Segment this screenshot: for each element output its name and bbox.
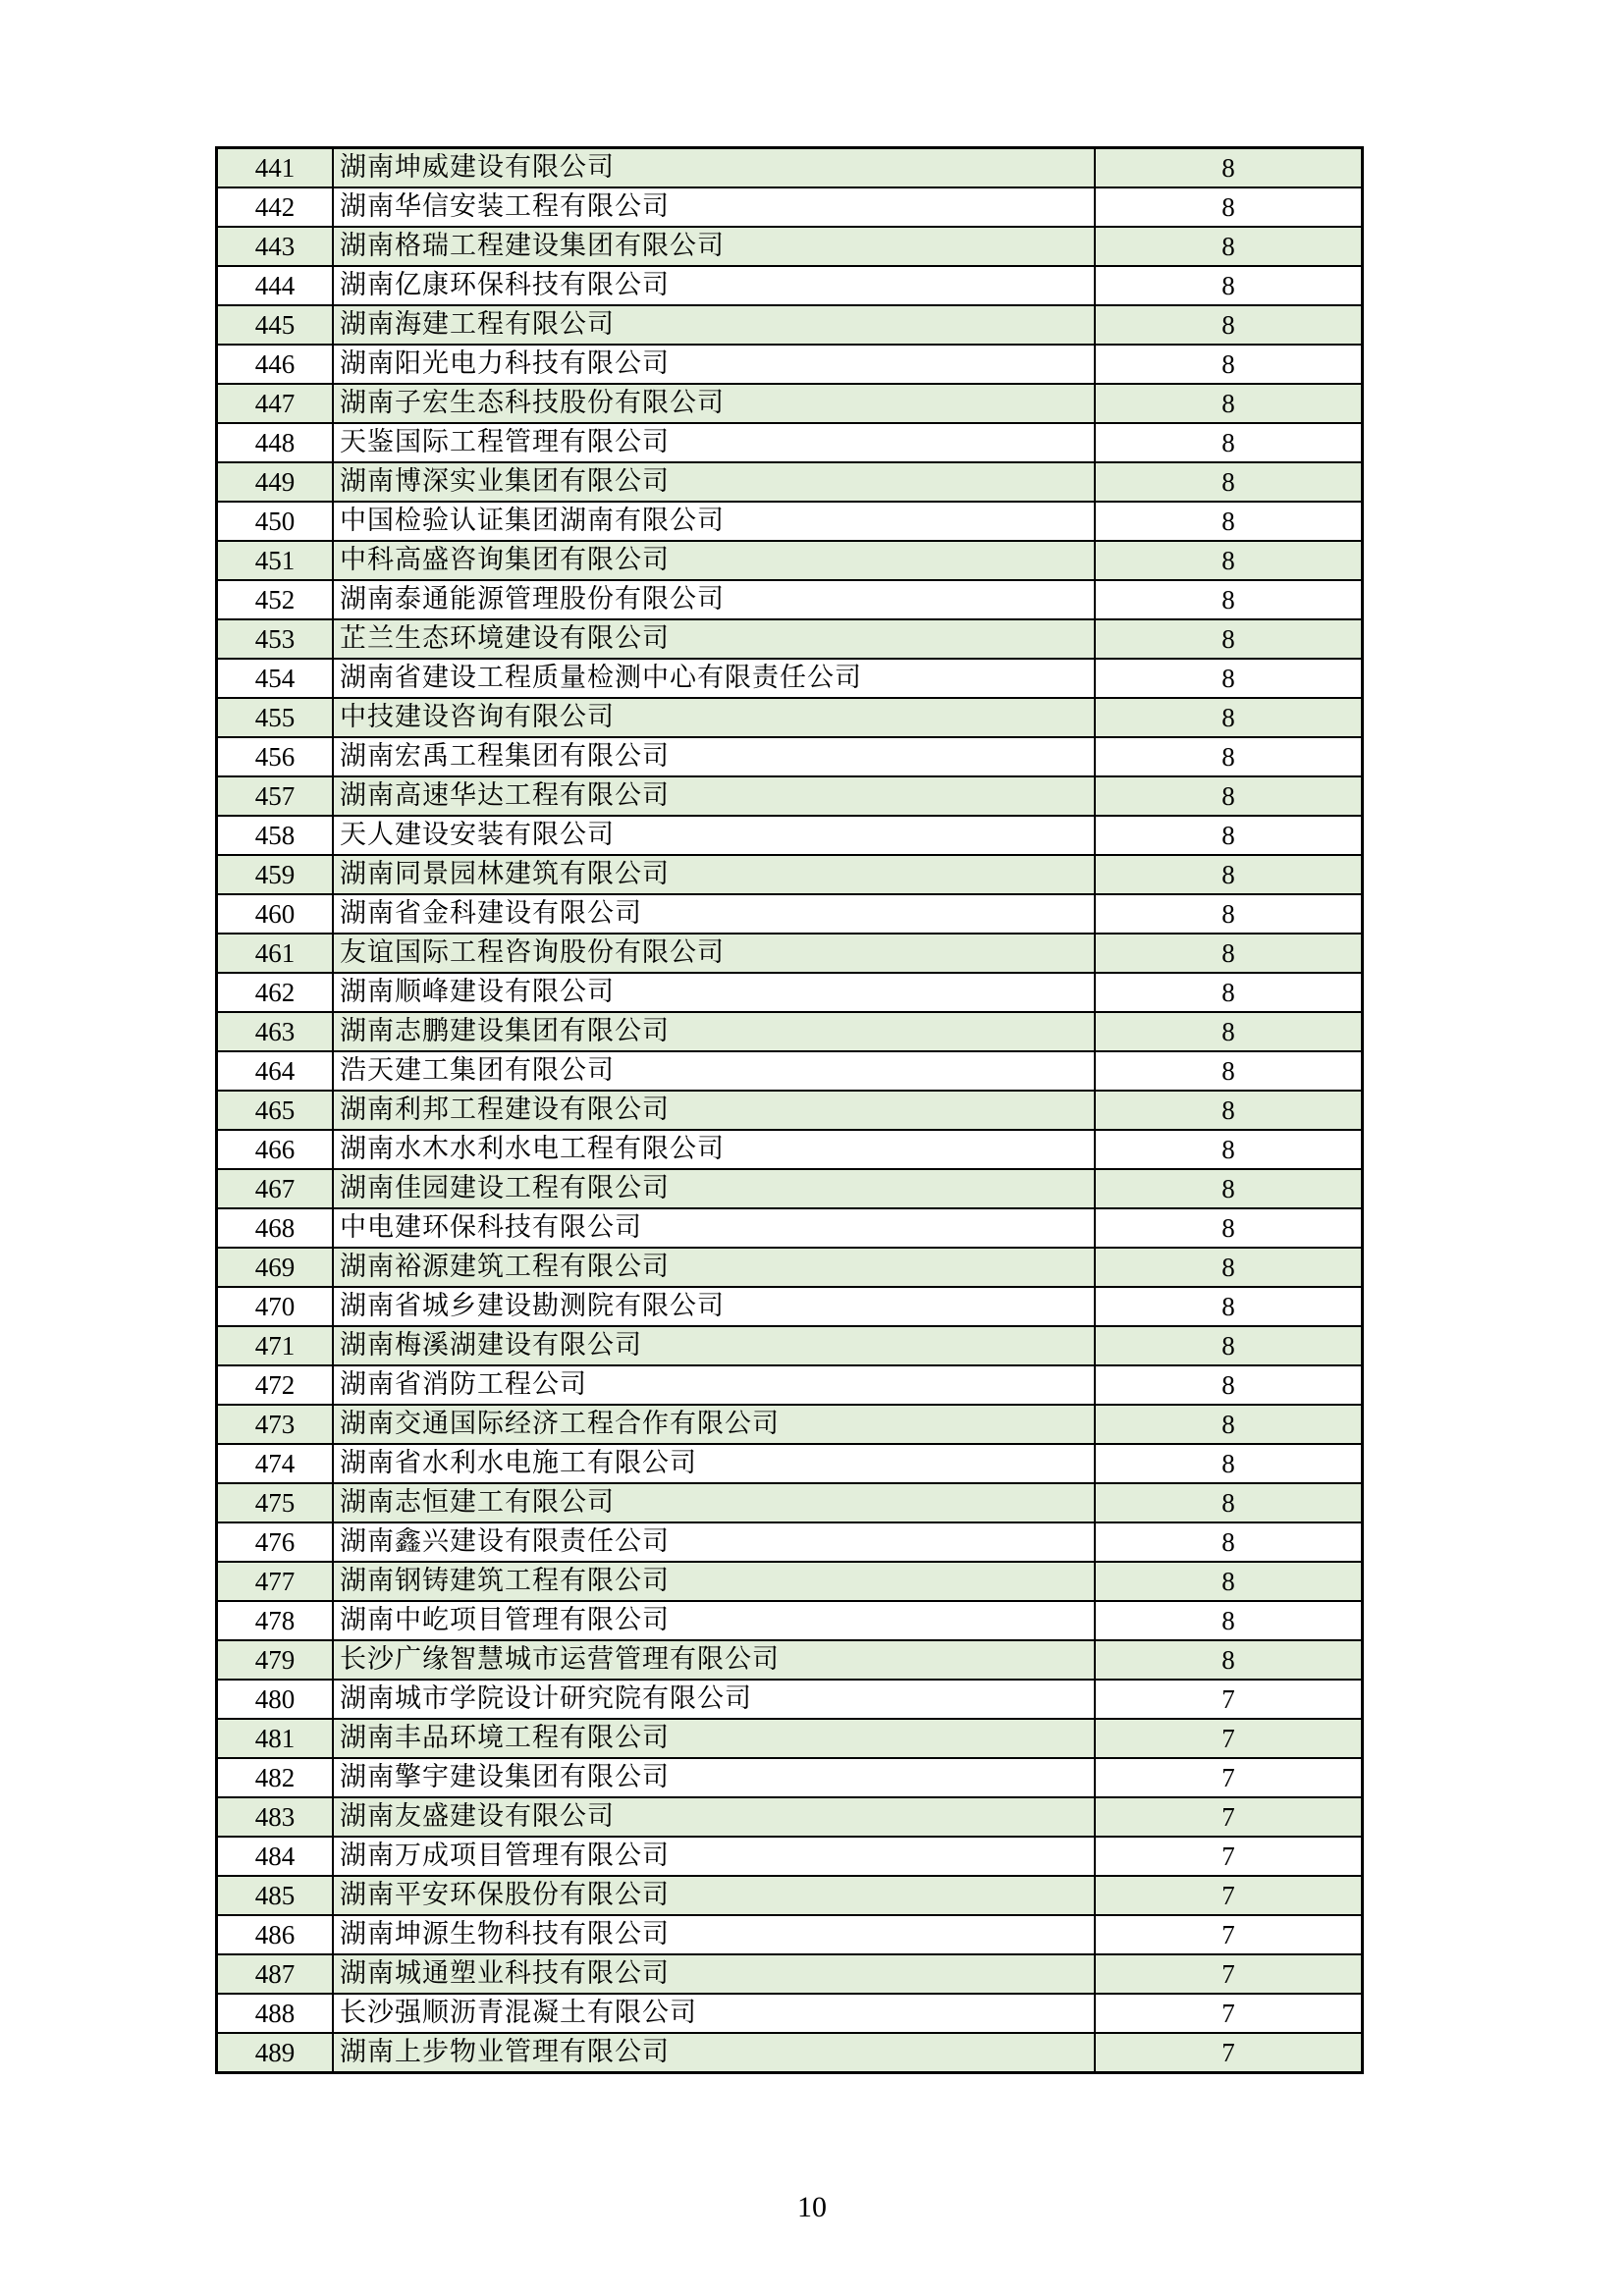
company-name-cell: 湖南水木水利水电工程有限公司 [333, 1130, 1095, 1169]
table-row [217, 1640, 1363, 1680]
score-cell: 8 [1095, 1287, 1363, 1326]
row-index-cell: 444 [217, 266, 334, 305]
table-row [217, 1091, 1363, 1130]
score-cell: 8 [1095, 1326, 1363, 1365]
company-name-cell: 中国检验认证集团湖南有限公司 [333, 502, 1095, 541]
company-name-cell: 天鉴国际工程管理有限公司 [333, 423, 1095, 462]
table-row [217, 2033, 1363, 2073]
score-cell: 8 [1095, 1012, 1363, 1051]
table-row [217, 1837, 1363, 1876]
company-name-cell: 湖南佳园建设工程有限公司 [333, 1169, 1095, 1208]
score-cell: 8 [1095, 1365, 1363, 1405]
table-row [217, 1522, 1363, 1562]
row-index-cell: 485 [217, 1876, 334, 1915]
row-index-cell: 470 [217, 1287, 334, 1326]
table-row [217, 1680, 1363, 1719]
row-index-cell: 449 [217, 462, 334, 502]
table-row [217, 1248, 1363, 1287]
score-cell: 8 [1095, 541, 1363, 580]
score-cell: 8 [1095, 1169, 1363, 1208]
score-cell: 8 [1095, 1522, 1363, 1562]
row-index-cell: 481 [217, 1719, 334, 1758]
row-index-cell: 473 [217, 1405, 334, 1444]
row-index-cell: 472 [217, 1365, 334, 1405]
company-name-cell: 湖南裕源建筑工程有限公司 [333, 1248, 1095, 1287]
company-name-cell: 湖南城通塑业科技有限公司 [333, 1954, 1095, 1994]
table-row [217, 1365, 1363, 1405]
score-cell: 8 [1095, 423, 1363, 462]
row-index-cell: 443 [217, 227, 334, 266]
company-name-cell: 湖南省水利水电施工有限公司 [333, 1444, 1095, 1483]
table-row [217, 1915, 1363, 1954]
score-cell: 8 [1095, 462, 1363, 502]
table-row [217, 1483, 1363, 1522]
company-name-cell: 湖南鑫兴建设有限责任公司 [333, 1522, 1095, 1562]
company-name-cell: 中技建设咨询有限公司 [333, 698, 1095, 737]
company-name-cell: 湖南志鹏建设集团有限公司 [333, 1012, 1095, 1051]
row-index-cell: 461 [217, 934, 334, 973]
company-name-cell: 湖南泰通能源管理股份有限公司 [333, 580, 1095, 619]
company-name-cell: 湖南交通国际经济工程合作有限公司 [333, 1405, 1095, 1444]
row-index-cell: 467 [217, 1169, 334, 1208]
company-name-cell: 中科高盛咨询集团有限公司 [333, 541, 1095, 580]
table-row [217, 1719, 1363, 1758]
company-name-cell: 长沙强顺沥青混凝土有限公司 [333, 1994, 1095, 2033]
table-row [217, 305, 1363, 345]
company-name-cell: 湖南省消防工程公司 [333, 1365, 1095, 1405]
table-row [217, 894, 1363, 934]
table-row [217, 227, 1363, 266]
score-cell: 8 [1095, 1051, 1363, 1091]
company-name-cell: 湖南博深实业集团有限公司 [333, 462, 1095, 502]
table-row [217, 462, 1363, 502]
table-row [217, 580, 1363, 619]
score-cell: 8 [1095, 894, 1363, 934]
row-index-cell: 486 [217, 1915, 334, 1954]
row-index-cell: 476 [217, 1522, 334, 1562]
score-cell: 8 [1095, 1601, 1363, 1640]
company-name-cell: 天人建设安装有限公司 [333, 816, 1095, 855]
score-cell: 8 [1095, 148, 1363, 188]
table-row [217, 187, 1363, 227]
company-name-cell: 湖南省金科建设有限公司 [333, 894, 1095, 934]
table-row [217, 502, 1363, 541]
row-index-cell: 488 [217, 1994, 334, 2033]
score-cell: 8 [1095, 973, 1363, 1012]
row-index-cell: 462 [217, 973, 334, 1012]
company-name-cell: 湖南擎宇建设集团有限公司 [333, 1758, 1095, 1797]
score-cell: 7 [1095, 1994, 1363, 2033]
table-row [217, 1012, 1363, 1051]
table-row [217, 1994, 1363, 2033]
row-index-cell: 464 [217, 1051, 334, 1091]
score-cell: 8 [1095, 659, 1363, 698]
company-name-cell: 湖南阳光电力科技有限公司 [333, 345, 1095, 384]
score-cell: 8 [1095, 384, 1363, 423]
row-index-cell: 471 [217, 1326, 334, 1365]
company-name-cell: 湖南顺峰建设有限公司 [333, 973, 1095, 1012]
page-number: 10 [797, 2191, 827, 2223]
table-row [217, 1562, 1363, 1601]
company-name-cell: 湖南梅溪湖建设有限公司 [333, 1326, 1095, 1365]
company-name-cell: 湖南上步物业管理有限公司 [333, 2033, 1095, 2073]
row-index-cell: 442 [217, 187, 334, 227]
score-cell: 8 [1095, 816, 1363, 855]
company-name-cell: 湖南宏禹工程集团有限公司 [333, 737, 1095, 776]
score-cell: 8 [1095, 855, 1363, 894]
row-index-cell: 454 [217, 659, 334, 698]
score-cell: 8 [1095, 619, 1363, 659]
company-name-cell: 友谊国际工程咨询股份有限公司 [333, 934, 1095, 973]
row-index-cell: 468 [217, 1208, 334, 1248]
company-name-cell: 湖南钢铸建筑工程有限公司 [333, 1562, 1095, 1601]
table-row [217, 934, 1363, 973]
row-index-cell: 480 [217, 1680, 334, 1719]
table-row [217, 1797, 1363, 1837]
score-cell: 8 [1095, 1248, 1363, 1287]
table-row [217, 1954, 1363, 1994]
table-row [217, 266, 1363, 305]
score-cell: 8 [1095, 1562, 1363, 1601]
row-index-cell: 447 [217, 384, 334, 423]
table-row [217, 737, 1363, 776]
row-index-cell: 458 [217, 816, 334, 855]
company-name-cell: 湖南省建设工程质量检测中心有限责任公司 [333, 659, 1095, 698]
company-name-cell: 湖南子宏生态科技股份有限公司 [333, 384, 1095, 423]
table-row [217, 698, 1363, 737]
score-cell: 7 [1095, 1837, 1363, 1876]
row-index-cell: 451 [217, 541, 334, 580]
company-name-cell: 湖南中屹项目管理有限公司 [333, 1601, 1095, 1640]
table-row [217, 384, 1363, 423]
table-row [217, 1758, 1363, 1797]
score-cell: 8 [1095, 1091, 1363, 1130]
table-row [217, 148, 1363, 188]
company-name-cell: 中电建环保科技有限公司 [333, 1208, 1095, 1248]
row-index-cell: 479 [217, 1640, 334, 1680]
table-row [217, 1326, 1363, 1365]
score-cell: 8 [1095, 227, 1363, 266]
ranking-table [215, 146, 1364, 2074]
company-name-cell: 湖南亿康环保科技有限公司 [333, 266, 1095, 305]
row-index-cell: 463 [217, 1012, 334, 1051]
score-cell: 8 [1095, 345, 1363, 384]
table-row [217, 973, 1363, 1012]
row-index-cell: 484 [217, 1837, 334, 1876]
score-cell: 8 [1095, 698, 1363, 737]
company-name-cell: 湖南坤威建设有限公司 [333, 148, 1095, 188]
row-index-cell: 450 [217, 502, 334, 541]
score-cell: 7 [1095, 1758, 1363, 1797]
row-index-cell: 466 [217, 1130, 334, 1169]
company-name-cell: 长沙广缘智慧城市运营管理有限公司 [333, 1640, 1095, 1680]
row-index-cell: 465 [217, 1091, 334, 1130]
row-index-cell: 446 [217, 345, 334, 384]
company-name-cell: 湖南利邦工程建设有限公司 [333, 1091, 1095, 1130]
score-cell: 8 [1095, 1130, 1363, 1169]
score-cell: 8 [1095, 305, 1363, 345]
score-cell: 8 [1095, 1483, 1363, 1522]
row-index-cell: 459 [217, 855, 334, 894]
table-row [217, 1208, 1363, 1248]
score-cell: 7 [1095, 1954, 1363, 1994]
table-row [217, 1444, 1363, 1483]
table-row [217, 816, 1363, 855]
score-cell: 8 [1095, 934, 1363, 973]
company-name-cell: 芷兰生态环境建设有限公司 [333, 619, 1095, 659]
company-name-cell: 浩天建工集团有限公司 [333, 1051, 1095, 1091]
score-cell: 7 [1095, 1876, 1363, 1915]
table-row [217, 423, 1363, 462]
table-row [217, 345, 1363, 384]
row-index-cell: 487 [217, 1954, 334, 1994]
company-name-cell: 湖南华信安装工程有限公司 [333, 187, 1095, 227]
row-index-cell: 460 [217, 894, 334, 934]
row-index-cell: 455 [217, 698, 334, 737]
score-cell: 8 [1095, 1405, 1363, 1444]
table-row [217, 1876, 1363, 1915]
table-row [217, 619, 1363, 659]
company-name-cell: 湖南省城乡建设勘测院有限公司 [333, 1287, 1095, 1326]
table-row [217, 1405, 1363, 1444]
company-name-cell: 湖南志恒建工有限公司 [333, 1483, 1095, 1522]
table-row [217, 1601, 1363, 1640]
row-index-cell: 448 [217, 423, 334, 462]
row-index-cell: 441 [217, 148, 334, 188]
score-cell: 8 [1095, 1640, 1363, 1680]
row-index-cell: 483 [217, 1797, 334, 1837]
score-cell: 8 [1095, 502, 1363, 541]
company-name-cell: 湖南海建工程有限公司 [333, 305, 1095, 345]
row-index-cell: 477 [217, 1562, 334, 1601]
company-name-cell: 湖南坤源生物科技有限公司 [333, 1915, 1095, 1954]
row-index-cell: 445 [217, 305, 334, 345]
company-name-cell: 湖南格瑞工程建设集团有限公司 [333, 227, 1095, 266]
table-row [217, 1169, 1363, 1208]
score-cell: 8 [1095, 1444, 1363, 1483]
row-index-cell: 474 [217, 1444, 334, 1483]
score-cell: 8 [1095, 266, 1363, 305]
score-cell: 8 [1095, 1208, 1363, 1248]
row-index-cell: 457 [217, 776, 334, 816]
company-name-cell: 湖南高速华达工程有限公司 [333, 776, 1095, 816]
table-row [217, 1051, 1363, 1091]
score-cell: 7 [1095, 1680, 1363, 1719]
table-row [217, 1130, 1363, 1169]
table-row [217, 776, 1363, 816]
row-index-cell: 469 [217, 1248, 334, 1287]
row-index-cell: 478 [217, 1601, 334, 1640]
score-cell: 8 [1095, 737, 1363, 776]
row-index-cell: 482 [217, 1758, 334, 1797]
score-cell: 7 [1095, 2033, 1363, 2073]
row-index-cell: 452 [217, 580, 334, 619]
row-index-cell: 453 [217, 619, 334, 659]
score-cell: 7 [1095, 1719, 1363, 1758]
row-index-cell: 456 [217, 737, 334, 776]
score-cell: 8 [1095, 580, 1363, 619]
table-row [217, 659, 1363, 698]
table-row [217, 1287, 1363, 1326]
row-index-cell: 489 [217, 2033, 334, 2073]
table-row [217, 855, 1363, 894]
score-cell: 7 [1095, 1797, 1363, 1837]
score-cell: 8 [1095, 187, 1363, 227]
row-index-cell: 475 [217, 1483, 334, 1522]
score-cell: 8 [1095, 776, 1363, 816]
company-name-cell: 湖南丰品环境工程有限公司 [333, 1719, 1095, 1758]
company-name-cell: 湖南平安环保股份有限公司 [333, 1876, 1095, 1915]
table-row [217, 541, 1363, 580]
company-name-cell: 湖南同景园林建筑有限公司 [333, 855, 1095, 894]
ranking-table-body [217, 148, 1363, 2073]
company-name-cell: 湖南友盛建设有限公司 [333, 1797, 1095, 1837]
company-name-cell: 湖南城市学院设计研究院有限公司 [333, 1680, 1095, 1719]
company-name-cell: 湖南万成项目管理有限公司 [333, 1837, 1095, 1876]
score-cell: 7 [1095, 1915, 1363, 1954]
